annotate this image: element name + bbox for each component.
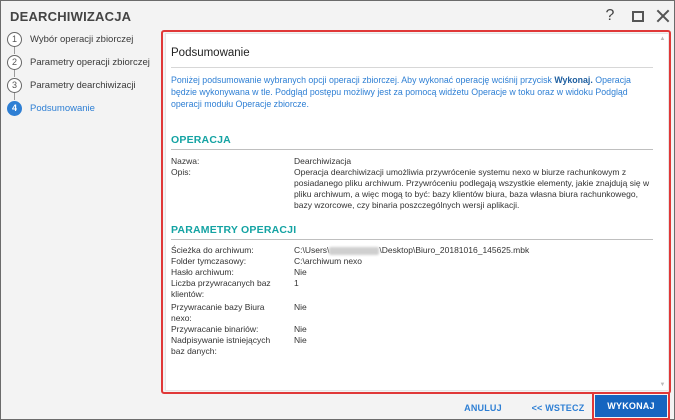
help-button[interactable]: ? xyxy=(605,7,615,24)
param-label: Ścieżka do archiwum: xyxy=(171,245,254,255)
maximize-icon xyxy=(632,11,644,22)
cancel-button[interactable]: ANULUJ xyxy=(464,403,502,413)
intro-bold: Wykonaj. xyxy=(554,75,593,85)
operation-desc-value: Operacja dearchiwizacji umożliwia przywrócenie systemu nexo w biurze rachunkowym z posiadanego pliku archiwum. Przywróceniu podlegają wszystkie elementy, jakie znajdują się w pliku archiwum, a więc mogą to być: bazy klientów biura, baza własna biura rachunkowego, bazy wzorcowe, czy binaria poszczególnych wersji aplikacji. xyxy=(294,167,650,210)
redacted-username xyxy=(329,247,379,255)
step-parametry-dearchiwizacji[interactable] xyxy=(7,76,159,94)
step-number: 2 xyxy=(7,55,22,70)
param-value: Nie xyxy=(294,324,307,334)
scroll-up-icon[interactable]: ▲ xyxy=(659,36,666,42)
back-button[interactable]: << WSTECZ xyxy=(531,403,585,413)
vertical-scrollbar[interactable] xyxy=(659,36,666,388)
param-value: C:\archiwum nexo xyxy=(294,256,363,266)
title-divider xyxy=(171,67,653,68)
scroll-down-icon[interactable]: ▼ xyxy=(659,382,666,388)
title-bar xyxy=(1,1,674,31)
param-value: Nie xyxy=(294,335,307,345)
step-number: 4 xyxy=(7,101,22,116)
step-number: 3 xyxy=(7,78,22,93)
section-divider xyxy=(171,149,653,150)
step-parametry-operacji[interactable] xyxy=(7,53,159,71)
param-value: Nie xyxy=(294,302,307,312)
param-value-archive-path: C:\Users\ \Desktop\Biuro_20181016_145625.mbk xyxy=(294,245,530,255)
maximize-button[interactable] xyxy=(627,5,649,27)
param-label: Przywracanie binariów: xyxy=(171,324,259,334)
summary-scroll-area[interactable] xyxy=(166,34,656,390)
section-parametry-heading: PARAMETRY OPERACJI xyxy=(171,224,297,236)
step-podsumowanie[interactable] xyxy=(7,99,159,117)
operation-desc-label: Opis: xyxy=(171,167,191,177)
step-number: 1 xyxy=(7,32,22,47)
param-label: Hasło archiwum: xyxy=(171,267,234,277)
param-label: Nadpisywanie istniejących baz danych: xyxy=(171,335,271,356)
step-label: Parametry operacji zbiorczej xyxy=(30,56,150,68)
section-operacja-heading: OPERACJA xyxy=(171,134,231,146)
execute-button[interactable]: WYKONAJ xyxy=(595,395,667,417)
step-label: Wybór operacji zbiorczej xyxy=(30,33,134,45)
close-button[interactable] xyxy=(652,5,674,27)
step-wybor-operacji[interactable] xyxy=(7,30,159,48)
close-icon xyxy=(656,9,670,23)
operation-name-label: Nazwa: xyxy=(171,156,200,166)
section-divider xyxy=(171,239,653,240)
operation-name-value: Dearchiwizacja xyxy=(294,156,352,166)
param-value: 1 xyxy=(294,278,299,288)
summary-title: Podsumowanie xyxy=(171,47,250,59)
summary-panel xyxy=(165,33,669,391)
param-label: Folder tymczasowy: xyxy=(171,256,247,266)
param-label: Przywracanie bazy Biura nexo: xyxy=(171,302,265,323)
param-label: Liczba przywracanych baz klientów: xyxy=(171,278,271,299)
step-label: Parametry dearchiwizacji xyxy=(30,79,136,91)
param-value: Nie xyxy=(294,267,307,277)
step-label: Podsumowanie xyxy=(30,102,95,114)
summary-intro: Poniżej podsumowanie wybranych opcji operacji zbiorczej. Aby wykonać operację wciśnij przycisk Wykonaj. Operacja będzie wykonywana w tle. Podgląd postępu możliwy jest za pomocą widżetu Operacje w toku oraz w widoku Podgląd operacji modułu Operacje zbiorcze. xyxy=(171,75,631,109)
window-title: DEARCHIWIZACJA xyxy=(10,9,132,24)
